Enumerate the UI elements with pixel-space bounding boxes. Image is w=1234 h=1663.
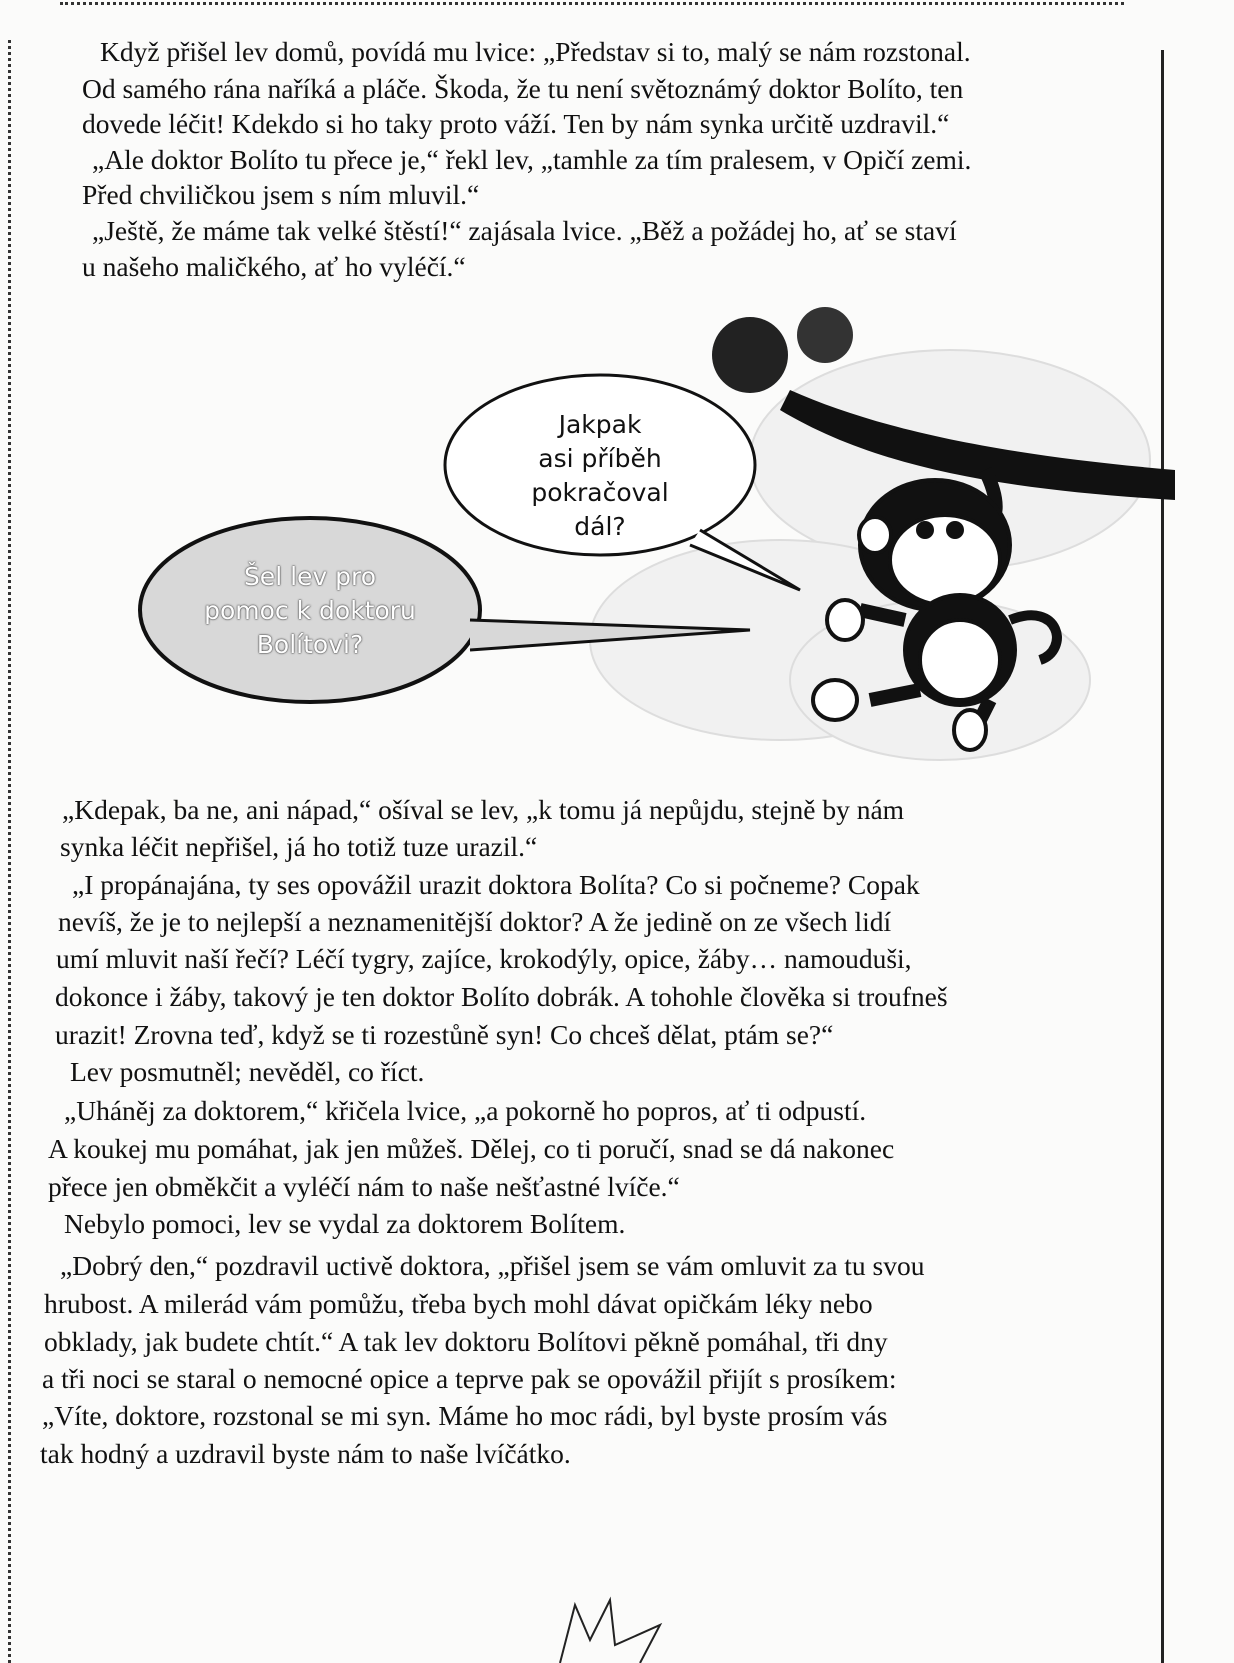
text-line: „Kdepak, ba ne, ani nápad,“ ošíval se lev, „k tomu já nepůjdu, stejně by nám <box>62 794 905 825</box>
text-line: dokonce i žáby, takový je ten doktor Bolíto dobrák. A tohohle člověka si troufneš <box>55 981 948 1012</box>
text-line: dovede léčit! Kdekdo si ho taky proto váží. Ten by nám synka určitě uzdravil.“ <box>82 108 950 139</box>
text-line: a tři noci se staral o nemocné opice a teprve pak se opovážil přijít s prosíkem: <box>42 1363 897 1394</box>
text-line: nevíš, že je to nejlepší a neznamenitější doktor? A že jedině on ze všech lidí <box>58 906 892 937</box>
text-line: přece jen obměkčit a vyléčí nám to naše nešťastné lvíče.“ <box>48 1171 680 1202</box>
bubble-line: Bolítovi? <box>256 630 364 659</box>
monkey-bubble-text <box>490 408 710 544</box>
bubble-line: dál? <box>574 512 626 541</box>
text-line: hrubost. A milerád vám pomůžu, třeba bych mohl dávat opičkám léky nebo <box>44 1288 873 1319</box>
text-line: „Ještě, že máme tak velké štěstí!“ zajásala lvice. „Běž a požádej ho, ať se staví <box>92 215 957 246</box>
text-line: tak hodný a uzdravil byste nám to naše lvíčátko. <box>40 1438 571 1469</box>
bubble-line: asi příběh <box>538 444 662 473</box>
star-ornament <box>560 1600 660 1663</box>
text-line: obklady, jak budete chtít.“ A tak lev doktoru Bolítovi pěkně pomáhal, tři dny <box>44 1326 888 1357</box>
text-line: A koukej mu pomáhat, jak jen můžeš. Dělej, co ti poručí, snad se dá nakonec <box>48 1133 895 1164</box>
bubble-line: Šel lev pro <box>243 562 377 591</box>
text-line: „Dobrý den,“ pozdravil uctivě doktora, „přišel jsem se vám omluvit za tu svou <box>60 1250 925 1281</box>
text-line: urazit! Zrovna teď, když se ti rozestůně syn! Co chceš dělat, ptám se?“ <box>55 1019 834 1050</box>
text-line: u našeho maličkého, ať ho vyléčí.“ <box>82 251 466 282</box>
text-line: Když přišel lev domů, povídá mu lvice: „Představ si to, malý se nám rozstonal. <box>100 36 971 67</box>
text-line: umí mluvit naší řečí? Léčí tygry, zajíce, krokodýly, opice, žáby… namouduši, <box>56 943 912 974</box>
text-line: „Víte, doktore, rozstonal se mi syn. Máme ho moc rádi, byl byste prosím vás <box>42 1400 888 1431</box>
bubble-line: pomoc k doktoru <box>204 596 416 625</box>
grey-bubble-text <box>160 560 460 662</box>
bubble-line: pokračoval <box>531 478 669 507</box>
text-line: „I propánajána, ty ses opovážil urazit doktora Bolíta? Co si počneme? Copak <box>72 869 920 900</box>
text-line: Lev posmutněl; nevěděl, co říct. <box>70 1056 425 1087</box>
text-line: Nebylo pomoci, lev se vydal za doktorem Bolítem. <box>64 1208 626 1239</box>
text-line: synka léčit nepřišel, já ho totiž tuze urazil.“ <box>60 831 538 862</box>
text-line: „Ale doktor Bolíto tu přece je,“ řekl lev, „tamhle za tím pralesem, v Opičí zemi. <box>92 144 972 175</box>
text-line: „Uháněj za doktorem,“ křičela lvice, „a pokorně ho popros, ať ti odpustí. <box>64 1095 867 1126</box>
text-line: Před chviličkou jsem s ním mluvil.“ <box>82 179 480 210</box>
bubble-line: Jakpak <box>558 410 642 439</box>
text-line: Od samého rána naříká a pláče. Škoda, že tu není světoznámý doktor Bolíto, ten <box>82 73 964 104</box>
